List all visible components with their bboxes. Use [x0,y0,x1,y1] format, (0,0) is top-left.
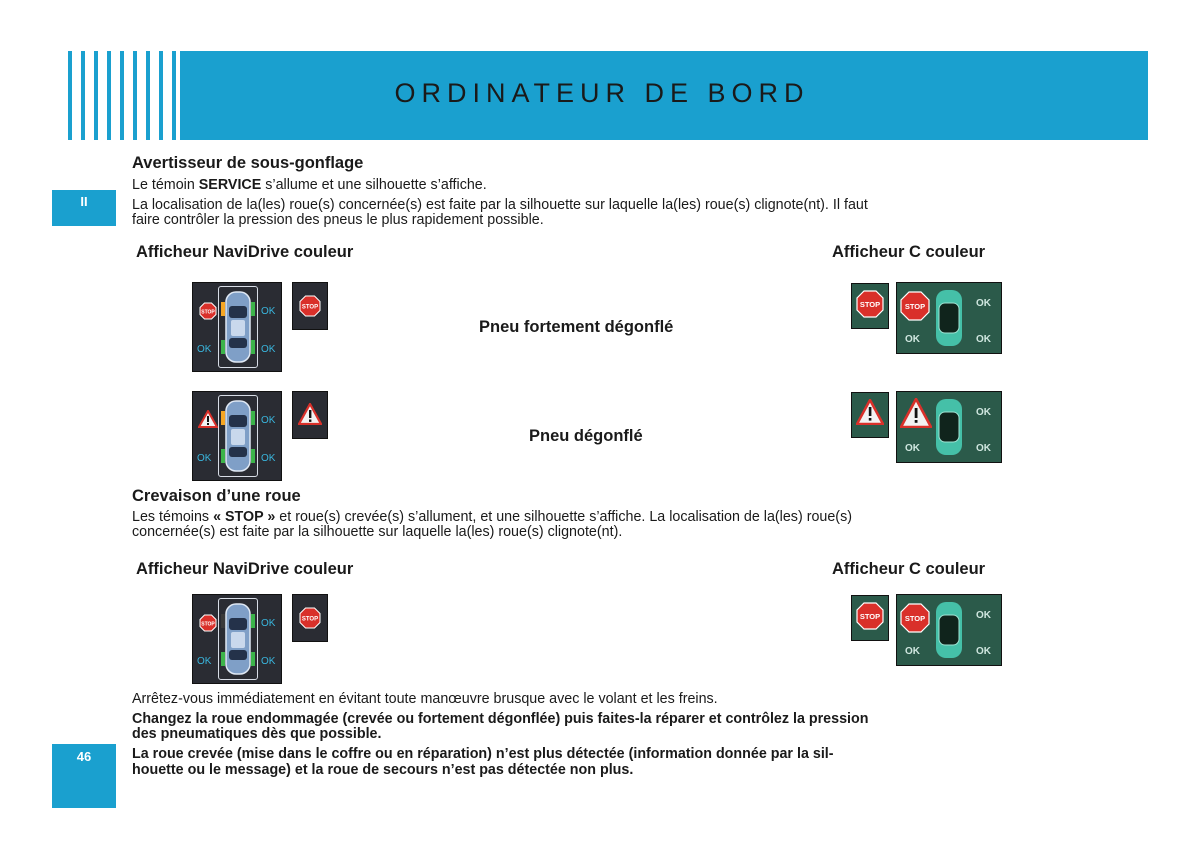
page-title: ORDINATEUR DE BORD [394,78,810,108]
tyre-ok-rear-left: OK [197,453,212,464]
text-run: Le témoin [132,177,199,193]
navidrive-warning-box [292,391,328,439]
text-run-bold: SERVICE [198,177,262,193]
tyre-ok-front-right: OK [261,415,276,426]
warning-triangle-icon [900,398,932,428]
car-silhouette-icon [933,287,965,349]
text-run: et roue(s) crevée(s) s’allument, et une silhouette s’affiche. La localisation de la(les) roue(s) [275,509,852,525]
paragraph-line-bold: houette ou le message) et la roue de secours n’est pas détectée non plus. [132,762,634,778]
navidrive-label: Afficheur NaviDrive couleur [136,560,354,578]
state-label-low: Pneu dégonflé [529,427,643,445]
stop-icon [299,295,321,317]
paragraph-line [132,509,852,525]
navidrive-panel-stop [192,282,282,372]
paragraph-line-bold: des pneumatiques dès que possible. [132,726,382,742]
paragraph-line [132,177,487,193]
car-silhouette-icon [220,600,256,678]
stop-icon-text: STOP [201,309,215,316]
navidrive-stop-warning [292,282,328,330]
navidrive-panel-puncture [192,594,282,684]
section-heading-puncture: Crevaison d’une roue [132,487,301,505]
tyre-ok-rear-left: OK [197,656,212,667]
c-panel-puncture [896,594,1002,666]
section-heading-underinflation: Avertisseur de sous-gonflage [132,154,364,172]
c-panel-warning [896,391,1002,463]
text-run-bold: « STOP » [213,509,276,525]
paragraph-line: La localisation de la(les) roue(s) concernée(s) est faite par la silhouette sur laquelle la(les) roue(s) clignote(nt). Il faut [132,197,868,213]
stop-icon-text: STOP [904,302,926,311]
stop-icon [856,602,884,630]
warning-triangle-icon [298,403,322,425]
stop-icon [199,302,217,320]
page-number: 46 [52,744,116,808]
stop-icon-text: STOP [301,616,319,623]
stop-icon [900,603,930,633]
navidrive-label: Afficheur NaviDrive couleur [136,243,354,261]
c-warning-box [851,392,889,438]
chapter-tab: II [52,190,116,226]
header-stripes [68,51,183,140]
stop-icon [199,614,217,632]
tyre-ok-front-right: OK [976,298,991,309]
paragraph-line-bold: La roue crevée (mise dans le coffre ou en réparation) n’est plus détectée (information donnée par la sil- [132,746,834,762]
paragraph-line: faire contrôler la pression des pneus le plus rapidement possible. [132,212,544,228]
tyre-ok-rear-right: OK [976,443,991,454]
tyre-ok-rear-right: OK [976,646,991,657]
stop-icon-text: STOP [301,304,319,311]
stop-icon [299,607,321,629]
warning-triangle-icon [198,410,218,428]
c-stop-warning [851,595,889,641]
navidrive-panel-warning [192,391,282,481]
tyre-ok-rear-right: OK [261,453,276,464]
paragraph-line: concernée(s) est faite par la silhouette sur laquelle la(les) roue(s) clignote(nt). [132,524,623,540]
car-silhouette-icon [220,288,256,366]
tyre-ok-rear-right: OK [976,334,991,345]
stop-icon-text: STOP [201,621,215,628]
tyre-ok-front-right: OK [976,407,991,418]
state-label-severe: Pneu fortement dégonflé [479,318,674,336]
tyre-ok-rear-right: OK [261,656,276,667]
c-panel-stop [896,282,1002,354]
car-silhouette-icon [933,396,965,458]
tyre-ok-rear-right: OK [261,344,276,355]
navidrive-stop-warning [292,594,328,642]
paragraph-line: Arrêtez-vous immédiatement en évitant toute manœuvre brusque avec le volant et les freins. [132,691,718,707]
c-stop-warning [851,283,889,329]
tyre-ok-rear-left: OK [197,344,212,355]
car-silhouette-icon [933,599,965,661]
tyre-ok-front-right: OK [261,618,276,629]
car-silhouette-icon [220,397,256,475]
paragraph-line-bold: Changez la roue endommagée (crevée ou fortement dégonflée) puis faites-la réparer et contrôlez la pression [132,711,869,727]
stop-icon-text: STOP [859,300,881,309]
tyre-ok-front-right: OK [976,610,991,621]
text-run: Les témoins [132,509,214,525]
text-run: s’allume et une silhouette s’affiche. [261,177,487,193]
stop-icon [900,291,930,321]
c-display-label: Afficheur C couleur [832,560,986,578]
tyre-ok-rear-left: OK [905,334,920,345]
warning-triangle-icon [856,399,884,425]
stop-icon [856,290,884,318]
stop-icon-text: STOP [859,612,881,621]
c-display-label: Afficheur C couleur [832,243,986,261]
tyre-ok-rear-left: OK [905,443,920,454]
stop-icon-text: STOP [904,614,926,623]
tyre-ok-front-right: OK [261,306,276,317]
tyre-ok-rear-left: OK [905,646,920,657]
